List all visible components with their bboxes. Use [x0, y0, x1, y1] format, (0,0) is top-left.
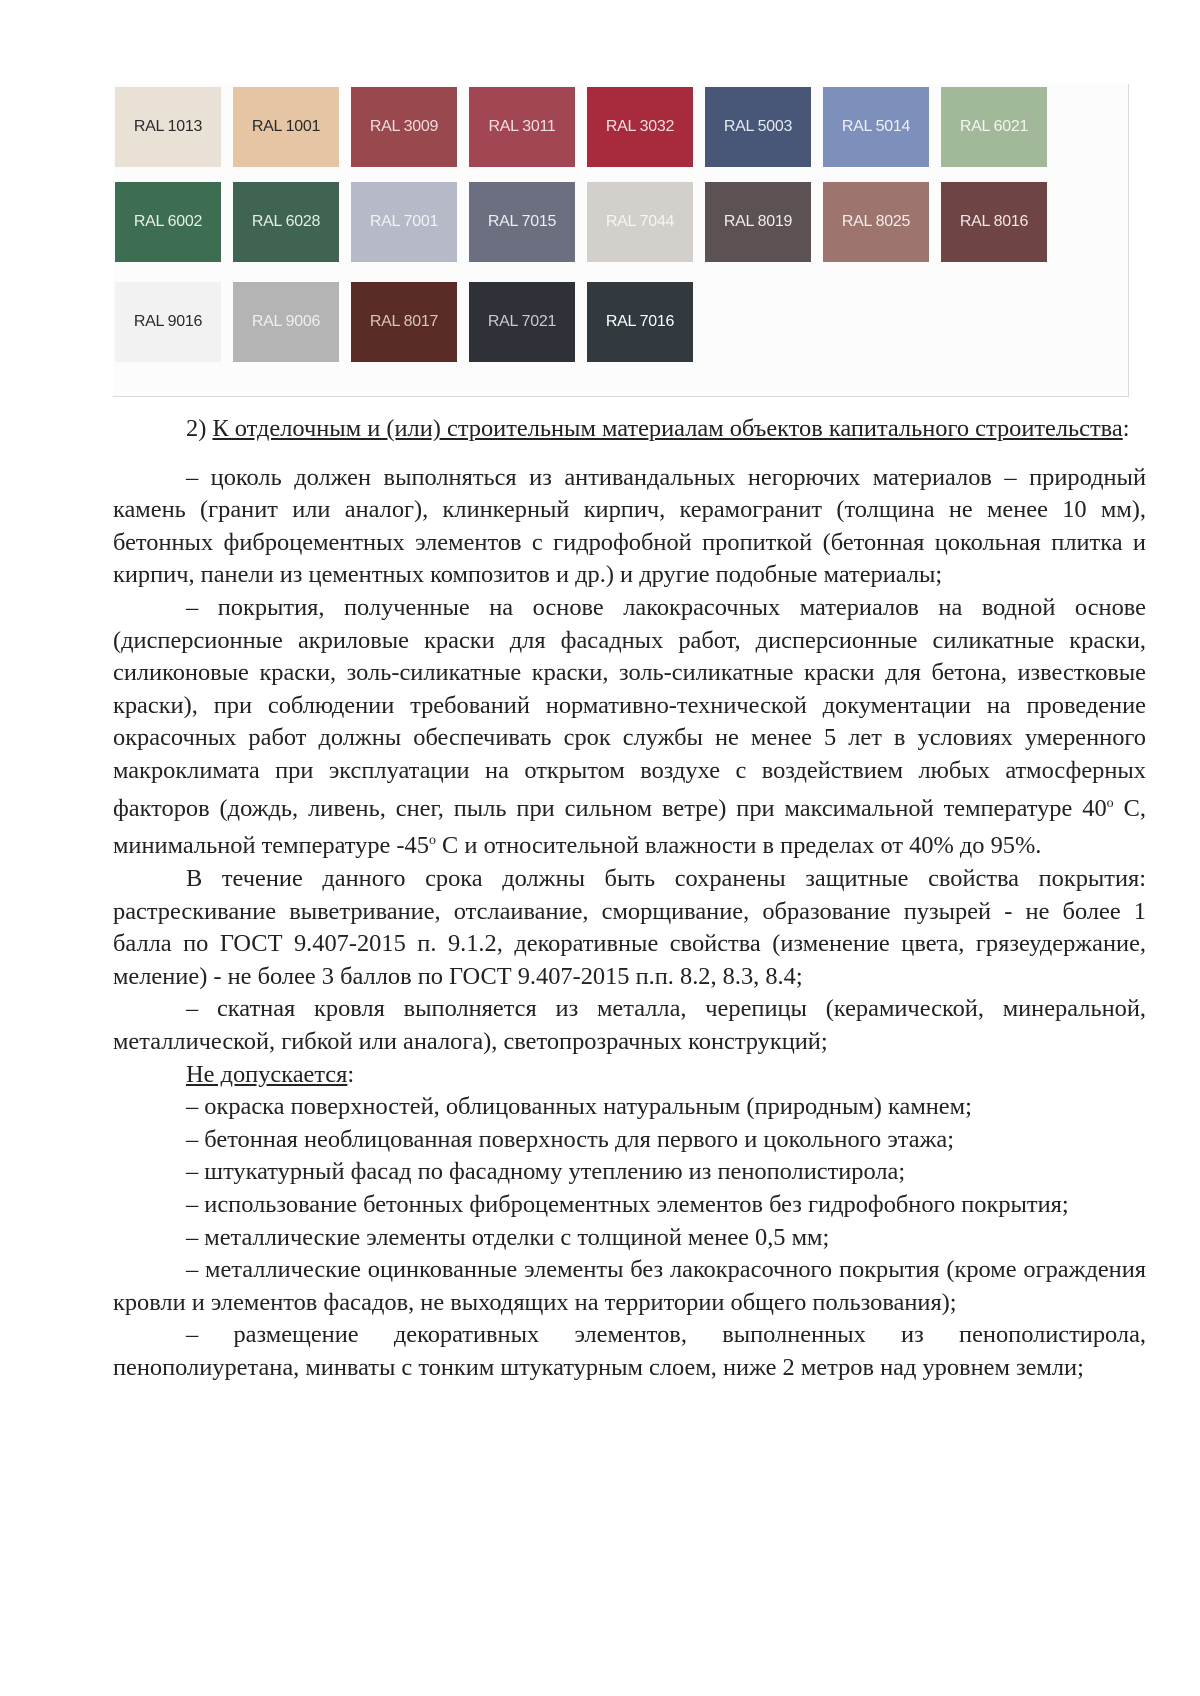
- list-item: – металлические элементы отделки с толщиной менее 0,5 мм;: [186, 1223, 830, 1251]
- color-swatch-label: RAL 3009: [369, 118, 439, 135]
- list-item: – окраска поверхностей, облицованных натуральным (природным) камнем;: [186, 1093, 972, 1121]
- color-swatch-label: RAL 8016: [959, 213, 1029, 230]
- ral-color-palette: [113, 84, 1129, 397]
- color-swatch: [587, 87, 693, 167]
- color-swatch: [705, 182, 811, 262]
- color-swatch-label: RAL 9006: [251, 313, 321, 330]
- color-swatch-label: RAL 5003: [723, 118, 793, 135]
- color-swatch-label: RAL 7016: [605, 313, 675, 330]
- list-item: – металлические оцинкованные элементы без лакокрасочного покрытия (кроме ограждения кровли и элементов фасадов, не выходящих на территории общего пользования);: [113, 1256, 1146, 1316]
- color-swatch: [351, 282, 457, 362]
- degree-mark: o: [428, 833, 436, 849]
- color-swatch-label: RAL 7021: [487, 313, 557, 330]
- section-heading-colon: :: [1122, 415, 1130, 442]
- color-swatch: [115, 282, 221, 362]
- section-number: 2): [186, 415, 207, 442]
- color-swatch: [705, 87, 811, 167]
- color-swatch: [469, 87, 575, 167]
- color-swatch: [469, 282, 575, 362]
- color-swatch: [351, 182, 457, 262]
- degree-mark: o: [1106, 795, 1114, 811]
- color-swatch-label: RAL 3011: [488, 118, 556, 135]
- color-swatch: [233, 87, 339, 167]
- color-swatch-label: RAL 3032: [605, 118, 675, 135]
- list-item: – использование бетонных фиброцементных элементов без гидрофобного покрытия;: [186, 1190, 1069, 1218]
- section-heading: [113, 413, 1146, 446]
- color-swatch-label: RAL 6002: [133, 213, 203, 230]
- paragraph-coatings: [113, 592, 1146, 863]
- color-swatch: [823, 87, 929, 167]
- color-swatch: [351, 87, 457, 167]
- paragraph-roof: – скатная кровля выполняется из металла, черепицы (керамической, минеральной, металлической, гибкой или аналога), светопрозрачных конструкций;: [113, 995, 1146, 1055]
- paragraph-coatings-part2: С, минимальной температуре -45: [113, 794, 1146, 860]
- color-swatch-label: RAL 1013: [133, 118, 203, 135]
- color-swatch-label: RAL 6028: [251, 213, 321, 230]
- list-item: – размещение декоративных элементов, выполненных из пенополистирола, пенополиуретана, минваты с тонким штукатурным слоем, ниже 2 метров над уровнем земли;: [113, 1321, 1146, 1381]
- paragraph-plinth: – цоколь должен выполняться из антивандальных негорючих материалов – природный камень (гранит или аналог), клинкерный кирпич, керамогранит (толщина не менее 10 мм), бетонных фиброцементных элементов с гидрофобной пропиткой (бетонная цокольная плитка и кирпич, панели из цементных композитов и др.) и другие подобные материалы;: [113, 463, 1146, 589]
- paragraph-coatings-part1: – покрытия, полученные на основе лакокрасочных материалов на водной основе (дисперсионные акриловые краски для фасадных работ, дисперсионные силикатные краски, силиконовые краски, золь-силикатные краски, золь-силикатные краски для бетона, известковые краски), при соблюдении требований нормативно-технической документации на проведение окрасочных работ должны обеспечивать срок службы не менее 5 лет в условиях умеренного макроклимата при эксплуатации на открытом воздухе с воздействием любых атмосферных факторов (дождь, ливень, снег, пыль при сильном ветре) при максимальной температуре 40: [113, 593, 1146, 822]
- color-swatch: [469, 182, 575, 262]
- color-swatch-label: RAL 5014: [841, 118, 911, 135]
- color-swatch-label: RAL 7001: [369, 213, 439, 230]
- color-swatch-label: RAL 7015: [487, 213, 557, 230]
- color-swatch-label: RAL 8019: [723, 213, 793, 230]
- not-allowed-heading: [113, 1059, 1146, 1092]
- list-item: – бетонная необлицованная поверхность для первого и цокольного этажа;: [186, 1125, 955, 1153]
- color-swatch: [941, 87, 1047, 167]
- color-swatch: [115, 87, 221, 167]
- color-swatch-label: RAL 6021: [959, 118, 1029, 135]
- document-body: [113, 413, 1146, 1384]
- color-swatch-label: RAL 8025: [841, 213, 911, 230]
- color-swatch-label: RAL 1001: [251, 118, 321, 135]
- color-swatch: [587, 182, 693, 262]
- color-swatch: [233, 282, 339, 362]
- color-swatch-label: RAL 9016: [133, 313, 203, 330]
- color-swatch: [233, 182, 339, 262]
- paragraph-protective-properties: В течение данного срока должны быть сохранены защитные свойства покрытия: растрескивание выветривание, отслаивание, сморщивание, образование пузырей - не более 1 балла по ГОСТ 9.407-2015 п. 9.1.2, декоративные свойства (изменение цвета, грязеудержание, меление) - не более 3 баллов по ГОСТ 9.407-2015 п.п. 8.2, 8.3, 8.4;: [113, 864, 1146, 990]
- color-swatch: [941, 182, 1047, 262]
- color-swatch-label: RAL 7044: [605, 213, 675, 230]
- paragraph-coatings-part3: С и относительной влажности в пределах от 40% до 95%.: [435, 832, 1042, 860]
- color-swatch-label: RAL 8017: [369, 313, 439, 330]
- list-item: – штукатурный фасад по фасадному утеплению из пенополистирола;: [186, 1158, 906, 1186]
- not-allowed-label: Не допускается: [186, 1060, 348, 1088]
- color-swatch: [115, 182, 221, 262]
- section-heading-text: К отделочным и (или) строительным материалам объектов капитального строительства: [212, 415, 1123, 442]
- not-allowed-colon: :: [347, 1060, 355, 1088]
- color-swatch: [587, 282, 693, 362]
- color-swatch: [823, 182, 929, 262]
